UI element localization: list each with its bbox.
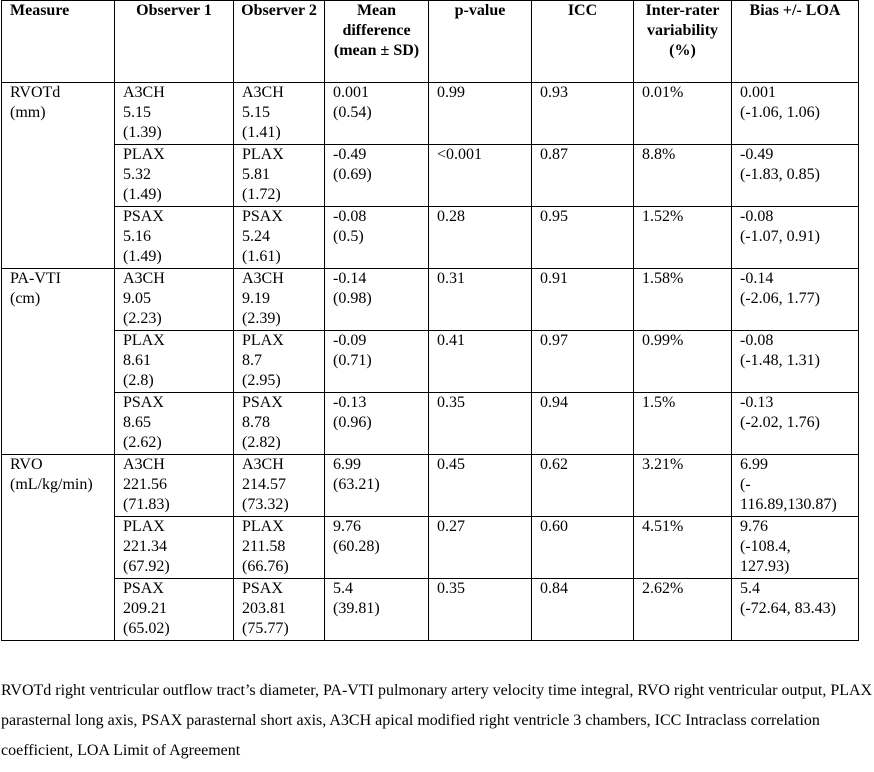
p-value-cell: <0.001	[429, 145, 532, 207]
p-value-cell: 0.41	[429, 331, 532, 393]
p-value-cell: 0.28	[429, 207, 532, 269]
table-row	[2, 145, 859, 207]
bias-loa-cell: 5.4 (-72.64, 83.43)	[732, 579, 859, 641]
header-inter-rater-variability: Inter-rater variability (%)	[634, 1, 732, 83]
observer-1-cell: PLAX 8.61 (2.8)	[115, 331, 234, 393]
icc-cell: 0.87	[532, 145, 634, 207]
header-p-value: p-value	[429, 1, 532, 83]
mean-difference-cell: -0.09 (0.71)	[325, 331, 429, 393]
table-caption: RVOTd right ventricular outflow tract’s diameter, PA-VTI pulmonary artery velocity time integral, RVO right ventricular output, PLAX parasternal long axis, PSAX parasternal short axis, A3CH apical modified right ventricle 3 chambers, ICC Intraclass correlation coefficient, LOA Limit of Agreement	[1, 682, 873, 759]
table-row	[2, 269, 859, 331]
observer-1-cell: PSAX 209.21 (65.02)	[115, 579, 234, 641]
results-table-wrapper	[1, 0, 859, 641]
mean-difference-cell: -0.14 (0.98)	[325, 269, 429, 331]
results-table	[1, 0, 859, 641]
variability-cell: 2.62%	[634, 579, 732, 641]
header-row	[2, 1, 859, 83]
table-row	[2, 455, 859, 517]
bias-loa-cell: 6.99 (- 116.89,130.87)	[732, 455, 859, 517]
icc-cell: 0.91	[532, 269, 634, 331]
table-row	[2, 579, 859, 641]
observer-1-cell: PSAX 8.65 (2.62)	[115, 393, 234, 455]
observer-2-cell: PSAX 8.78 (2.82)	[234, 393, 325, 455]
mean-difference-cell: 5.4 (39.81)	[325, 579, 429, 641]
observer-2-cell: PSAX 5.24 (1.61)	[234, 207, 325, 269]
observer-1-cell: PSAX 5.16 (1.49)	[115, 207, 234, 269]
measure-cell: RVO (mL/kg/min)	[2, 455, 115, 641]
observer-2-cell: A3CH 9.19 (2.39)	[234, 269, 325, 331]
measure-cell: RVOTd (mm)	[2, 83, 115, 269]
variability-cell: 4.51%	[634, 517, 732, 579]
table-row	[2, 393, 859, 455]
measure-cell: PA-VTI (cm)	[2, 269, 115, 455]
p-value-cell: 0.31	[429, 269, 532, 331]
variability-cell: 3.21%	[634, 455, 732, 517]
table-row	[2, 207, 859, 269]
table-row	[2, 83, 859, 145]
table-row	[2, 331, 859, 393]
mean-difference-cell: -0.49 (0.69)	[325, 145, 429, 207]
observer-2-cell: PLAX 211.58 (66.76)	[234, 517, 325, 579]
variability-cell: 1.5%	[634, 393, 732, 455]
variability-cell: 1.52%	[634, 207, 732, 269]
mean-difference-cell: 0.001 (0.54)	[325, 83, 429, 145]
header-measure: Measure	[2, 1, 115, 83]
p-value-cell: 0.35	[429, 579, 532, 641]
p-value-cell: 0.35	[429, 393, 532, 455]
icc-cell: 0.84	[532, 579, 634, 641]
p-value-cell: 0.45	[429, 455, 532, 517]
header-observer-1: Observer 1	[115, 1, 234, 83]
bias-loa-cell: -0.49 (-1.83, 0.85)	[732, 145, 859, 207]
icc-cell: 0.95	[532, 207, 634, 269]
header-bias-loa: Bias +/- LOA	[732, 1, 859, 83]
mean-difference-cell: 6.99 (63.21)	[325, 455, 429, 517]
observer-2-cell: A3CH 214.57 (73.32)	[234, 455, 325, 517]
variability-cell: 0.99%	[634, 331, 732, 393]
observer-1-cell: A3CH 221.56 (71.83)	[115, 455, 234, 517]
observer-2-cell: A3CH 5.15 (1.41)	[234, 83, 325, 145]
table-row	[2, 517, 859, 579]
observer-1-cell: PLAX 5.32 (1.49)	[115, 145, 234, 207]
bias-loa-cell: -0.08 (-1.48, 1.31)	[732, 331, 859, 393]
icc-cell: 0.62	[532, 455, 634, 517]
icc-cell: 0.60	[532, 517, 634, 579]
observer-2-cell: PSAX 203.81 (75.77)	[234, 579, 325, 641]
bias-loa-cell: -0.13 (-2.02, 1.76)	[732, 393, 859, 455]
observer-2-cell: PLAX 5.81 (1.72)	[234, 145, 325, 207]
observer-1-cell: PLAX 221.34 (67.92)	[115, 517, 234, 579]
icc-cell: 0.97	[532, 331, 634, 393]
observer-2-cell: PLAX 8.7 (2.95)	[234, 331, 325, 393]
header-observer-2: Observer 2	[234, 1, 325, 83]
mean-difference-cell: 9.76 (60.28)	[325, 517, 429, 579]
bias-loa-cell: 0.001 (-1.06, 1.06)	[732, 83, 859, 145]
variability-cell: 8.8%	[634, 145, 732, 207]
icc-cell: 0.93	[532, 83, 634, 145]
icc-cell: 0.94	[532, 393, 634, 455]
observer-1-cell: A3CH 9.05 (2.23)	[115, 269, 234, 331]
mean-difference-cell: -0.13 (0.96)	[325, 393, 429, 455]
variability-cell: 0.01%	[634, 83, 732, 145]
header-icc: ICC	[532, 1, 634, 83]
bias-loa-cell: 9.76 (-108.4, 127.93)	[732, 517, 859, 579]
p-value-cell: 0.99	[429, 83, 532, 145]
variability-cell: 1.58%	[634, 269, 732, 331]
observer-1-cell: A3CH 5.15 (1.39)	[115, 83, 234, 145]
bias-loa-cell: -0.14 (-2.06, 1.77)	[732, 269, 859, 331]
bias-loa-cell: -0.08 (-1.07, 0.91)	[732, 207, 859, 269]
p-value-cell: 0.27	[429, 517, 532, 579]
mean-difference-cell: -0.08 (0.5)	[325, 207, 429, 269]
header-mean-difference: Mean difference (mean ± SD)	[325, 1, 429, 83]
